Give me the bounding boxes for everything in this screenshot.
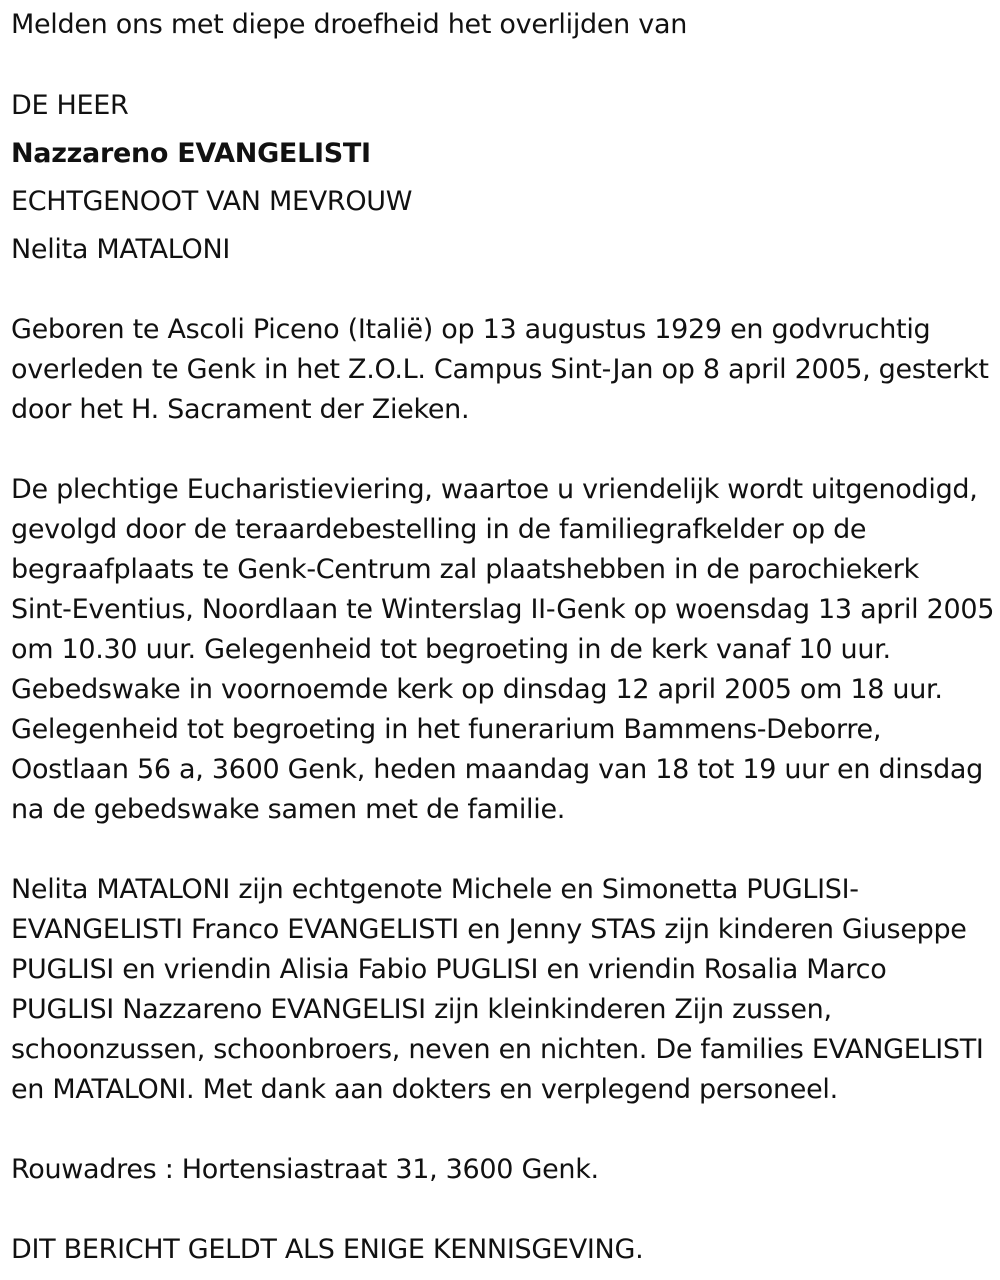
ceremony-line: Gelegenheid tot begroeting in het funerarium Bammens-Deborre, bbox=[11, 714, 882, 745]
ceremony-line: begraafplaats te Genk-Centrum zal plaatshebben in de parochiekerk bbox=[11, 554, 919, 585]
ceremony-line: Gebedswake in voornoemde kerk op dinsdag 12 april 2005 om 18 uur. bbox=[11, 674, 943, 705]
spouse-name: Nelita MATALONI bbox=[11, 234, 231, 265]
ceremony-line: Sint-Eventius, Noordlaan te Winterslag II-Genk op woensdag 13 april 2005 bbox=[11, 594, 995, 625]
ceremony-line: Oostlaan 56 a, 3600 Genk, heden maandag van 18 tot 19 uur en dinsdag bbox=[11, 754, 984, 785]
family-line: en MATALONI. Met dank aan dokters en verplegend personeel. bbox=[11, 1074, 838, 1105]
title-line: DE HEER bbox=[11, 90, 129, 121]
mourning-address: Rouwadres : Hortensiastraat 31, 3600 Genk. bbox=[11, 1154, 599, 1185]
family-line: schoonzussen, schoonbroers, neven en nichten. De families EVANGELISTI bbox=[11, 1034, 984, 1065]
ceremony-line: om 10.30 uur. Gelegenheid tot begroeting in de kerk vanaf 10 uur. bbox=[11, 634, 891, 665]
intro-text: Melden ons met diepe droefheid het overlijden van bbox=[11, 9, 688, 40]
ceremony-line: gevolgd door de teraardebestelling in de familiegrafkelder op de bbox=[11, 514, 867, 545]
deceased-name: Nazzareno EVANGELISTI bbox=[11, 138, 371, 169]
family-line: PUGLISI en vriendin Alisia Fabio PUGLISI en vriendin Rosalia Marco bbox=[11, 954, 887, 985]
family-line: PUGLISI Nazzareno EVANGELISI zijn kleinkinderen Zijn zussen, bbox=[11, 994, 832, 1025]
ceremony-line: na de gebedswake samen met de familie. bbox=[11, 794, 566, 825]
spouse-label: ECHTGENOOT VAN MEVROUW bbox=[11, 186, 413, 217]
birth-line: overleden te Genk in het Z.O.L. Campus Sint-Jan op 8 april 2005, gesterkt bbox=[11, 354, 989, 385]
closing-statement: DIT BERICHT GELDT ALS ENIGE KENNISGEVING. bbox=[11, 1234, 644, 1265]
family-line: EVANGELISTI Franco EVANGELISTI en Jenny STAS zijn kinderen Giuseppe bbox=[11, 914, 967, 945]
birth-line: Geboren te Ascoli Piceno (Italië) op 13 augustus 1929 en godvruchtig bbox=[11, 314, 931, 345]
ceremony-line: De plechtige Eucharistieviering, waartoe u vriendelijk wordt uitgenodigd, bbox=[11, 474, 978, 505]
birth-line: door het H. Sacrament der Zieken. bbox=[11, 394, 470, 425]
family-line: Nelita MATALONI zijn echtgenote Michele en Simonetta PUGLISI- bbox=[11, 874, 859, 905]
